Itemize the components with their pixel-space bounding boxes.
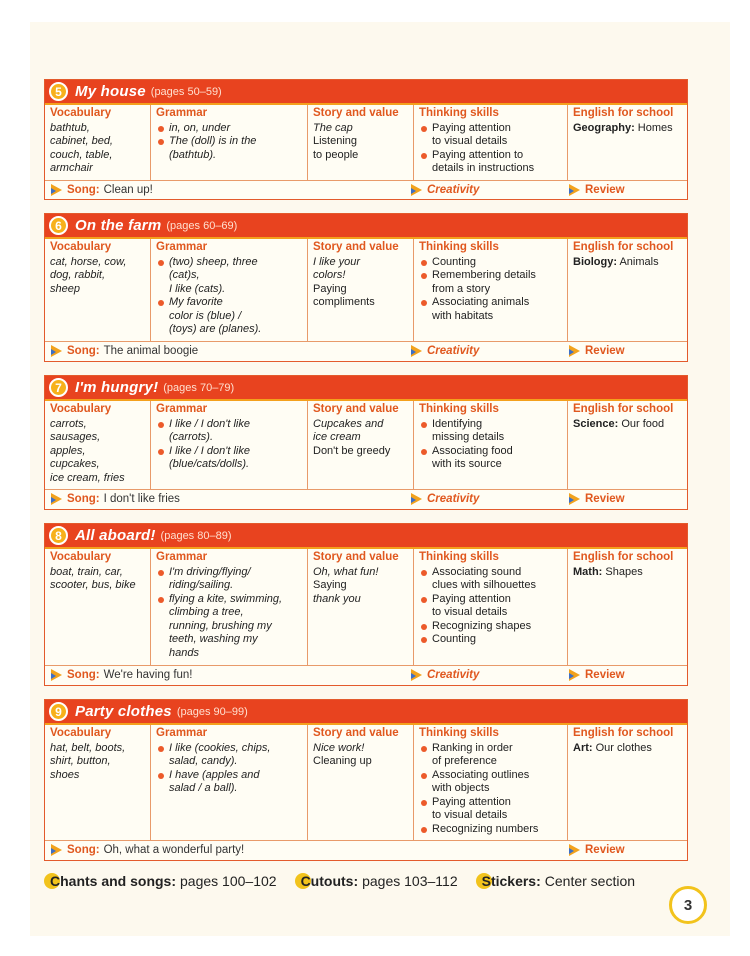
song-arrow-icon [51, 345, 62, 357]
unit-columns [45, 103, 687, 180]
story-column [308, 237, 414, 341]
review-arrow-icon [569, 493, 580, 505]
thinking-heading: Thinking skills [419, 241, 499, 253]
review-arrow-icon [569, 184, 580, 196]
unit-pages: (pages 60–69) [166, 219, 238, 232]
thinking-line: Associating sound [432, 565, 522, 578]
cutouts [295, 873, 458, 889]
vocabulary-line: boat, train, car, [50, 565, 123, 578]
story-title-line: Oh, what fun! [313, 565, 379, 578]
thinking-line: Remembering details [432, 269, 536, 281]
unit-footer [45, 341, 687, 362]
school-column [568, 547, 686, 665]
vocabulary-line: apples, [50, 444, 86, 457]
grammar-line: (cat)s, [169, 269, 200, 281]
song-arrow-icon [51, 493, 62, 505]
grammar-line: (bathtub). [169, 148, 217, 161]
grammar-line: The (doll) is in the [169, 135, 257, 147]
grammar-line: I have (apples and [169, 768, 260, 781]
thinking-item [419, 149, 562, 176]
school-topic-text: Shapes [605, 565, 643, 578]
story-column [308, 103, 414, 180]
thinking-item [419, 823, 562, 837]
unit-pages: (pages 90–99) [176, 705, 248, 718]
creativity [411, 184, 479, 196]
school-topic-text: Our clothes [595, 741, 652, 754]
thinking-heading: Thinking skills [419, 107, 499, 119]
school-column [568, 103, 686, 180]
unit-pages: (pages 70–79) [163, 381, 235, 394]
creativity-arrow-icon [411, 493, 422, 505]
grammar-column [151, 103, 308, 180]
thinking-line: details in instructions [432, 162, 535, 174]
thinking-column [414, 723, 568, 840]
cutouts-value: pages 103–112 [362, 873, 458, 889]
story-value-line: thank you [313, 592, 361, 605]
grammar-line: flying a kite, swimming, [169, 592, 283, 605]
creativity-label: Creativity [427, 345, 480, 357]
story-value-line: Cleaning up [313, 755, 372, 767]
song [51, 345, 198, 357]
vocabulary-line: cat, horse, cow, [50, 255, 127, 268]
vocabulary-heading: Vocabulary [50, 107, 112, 119]
thinking-heading: Thinking skills [419, 551, 499, 563]
story-heading: Story and value [313, 727, 399, 739]
thinking-line: Counting [432, 255, 477, 268]
grammar-column [151, 399, 308, 489]
thinking-line: with habitats [432, 309, 494, 322]
thinking-item [419, 742, 562, 769]
vocabulary-line: couch, table, [50, 148, 113, 161]
unit-footer [45, 665, 687, 686]
unit-5 [44, 79, 688, 200]
story-title-line: I like your [313, 255, 361, 268]
song-label: Song: [67, 669, 100, 681]
grammar-item [156, 418, 302, 445]
grammar-item [156, 296, 302, 337]
thinking-heading: Thinking skills [419, 403, 499, 415]
school-topic-text: Our food [621, 417, 665, 430]
unit-footer [45, 180, 687, 201]
grammar-item [156, 122, 302, 136]
unit-6 [44, 213, 688, 362]
school-column [568, 399, 686, 489]
story-value-line: Don't be greedy [313, 444, 391, 457]
grammar-line: (carrots). [169, 431, 213, 443]
vocabulary-line: bathtub, [50, 121, 90, 134]
vocabulary-line: hat, belt, boots, [50, 741, 126, 754]
school-subject: Math: [573, 565, 603, 578]
stickers-value: Center section [544, 873, 636, 889]
creativity-arrow-icon [411, 184, 422, 196]
thinking-item [419, 796, 562, 823]
grammar-column [151, 237, 308, 341]
school-heading: English for school [573, 241, 674, 253]
story-value-line: to people [313, 148, 359, 161]
grammar-line: (blue/cats/dolls). [169, 458, 250, 470]
review [569, 184, 625, 196]
thinking-line: with objects [432, 782, 490, 794]
thinking-item [419, 566, 562, 593]
vocabulary-line: shoes [50, 768, 80, 781]
song [51, 493, 180, 505]
review-label: Review [585, 184, 625, 196]
review-label: Review [585, 493, 625, 505]
story-heading: Story and value [313, 107, 399, 119]
vocabulary-column [45, 103, 151, 180]
unit-columns [45, 723, 687, 840]
school-subject: Biology: [573, 255, 617, 268]
unit-number-badge: 9 [49, 702, 68, 721]
review [569, 345, 625, 357]
unit-title: All aboard! [75, 527, 156, 544]
creativity-label: Creativity [427, 493, 480, 505]
thinking-line: Paying attention [432, 592, 511, 605]
vocabulary-line: sausages, [50, 431, 101, 443]
school-topic [573, 742, 681, 756]
song-label: Song: [67, 345, 100, 357]
grammar-line: color is (blue) / [169, 309, 242, 322]
thinking-line: Paying attention to [432, 148, 524, 161]
school-subject: Art: [573, 741, 593, 754]
unit-header [45, 214, 687, 237]
page-number: 3 [669, 886, 707, 924]
thinking-item [419, 620, 562, 634]
school-heading: English for school [573, 727, 674, 739]
thinking-line: of preference [432, 755, 497, 767]
grammar-line: teeth, washing my [169, 633, 258, 645]
unit-header [45, 700, 687, 723]
unit-footer [45, 840, 687, 861]
unit-7 [44, 375, 688, 510]
story-title: The cap [313, 121, 353, 134]
chants-value: pages 100–102 [180, 873, 277, 889]
creativity-arrow-icon [411, 669, 422, 681]
song-title: Clean up! [103, 184, 153, 196]
unit-number-badge: 5 [49, 82, 68, 101]
vocabulary-heading: Vocabulary [50, 403, 112, 415]
thinking-column [414, 547, 568, 665]
story-column [308, 547, 414, 665]
unit-pages: (pages 80–89) [160, 529, 232, 542]
grammar-line: salad, candy). [169, 755, 238, 767]
school-column [568, 723, 686, 840]
creativity [411, 669, 479, 681]
cutouts-label: Cutouts: [300, 873, 359, 889]
thinking-heading: Thinking skills [419, 727, 499, 739]
review [569, 493, 625, 505]
unit-columns [45, 237, 687, 341]
vocabulary-line: carrots, [50, 417, 87, 430]
unit-header [45, 376, 687, 399]
unit-8 [44, 523, 688, 686]
review [569, 669, 625, 681]
grammar-line: hands [169, 646, 199, 659]
grammar-item [156, 256, 302, 297]
grammar-line: I like / I don't like [169, 417, 250, 430]
creativity [411, 345, 479, 357]
thinking-line: Ranking in order [432, 741, 513, 754]
unit-footer [45, 489, 687, 510]
thinking-item [419, 418, 562, 445]
story-column [308, 399, 414, 489]
thinking-item [419, 256, 562, 270]
school-topic [573, 256, 681, 270]
review-label: Review [585, 844, 625, 856]
grammar-line: My favorite [169, 296, 223, 308]
school-column [568, 237, 686, 341]
thinking-item [419, 593, 562, 620]
vocabulary-line: sheep [50, 282, 80, 295]
vocabulary-line: dog, rabbit, [50, 269, 106, 281]
grammar-heading: Grammar [156, 403, 208, 415]
thinking-line: Identifying [432, 417, 483, 430]
chants-and-songs [44, 873, 277, 889]
thinking-item [419, 122, 562, 149]
song-arrow-icon [51, 184, 62, 196]
vocabulary-column [45, 723, 151, 840]
song [51, 844, 244, 856]
song-title: Oh, what a wonderful party! [103, 844, 245, 856]
grammar-line: riding/sailing. [169, 579, 234, 591]
story-column [308, 723, 414, 840]
review-arrow-icon [569, 844, 580, 856]
vocabulary-column [45, 237, 151, 341]
unit-columns [45, 399, 687, 489]
creativity-label: Creativity [427, 184, 480, 196]
unit-columns [45, 547, 687, 665]
thinking-column [414, 399, 568, 489]
thinking-line: from a story [432, 282, 491, 295]
vocabulary-heading: Vocabulary [50, 551, 112, 563]
song-arrow-icon [51, 844, 62, 856]
thinking-line: with its source [432, 458, 502, 470]
story-heading: Story and value [313, 551, 399, 563]
song-label: Song: [67, 493, 100, 505]
grammar-item [156, 593, 302, 661]
grammar-line: running, brushing my [169, 619, 272, 632]
grammar-heading: Grammar [156, 241, 208, 253]
thinking-line: Associating animals [432, 296, 530, 308]
song-label: Song: [67, 184, 100, 196]
unit-title: My house [75, 83, 146, 100]
school-subject: Science: [573, 417, 619, 430]
vocabulary-heading: Vocabulary [50, 727, 112, 739]
school-topic-text: Homes [637, 121, 673, 134]
song [51, 669, 193, 681]
grammar-line: salad / a ball). [169, 782, 238, 794]
grammar-item [156, 566, 302, 593]
school-heading: English for school [573, 107, 674, 119]
story-value-line: Saying [313, 579, 347, 591]
stickers [476, 873, 635, 889]
thinking-line: Recognizing shapes [432, 619, 532, 632]
unit-number-badge: 8 [49, 526, 68, 545]
thinking-item [419, 296, 562, 323]
story-title-line: Cupcakes and [313, 417, 384, 430]
vocabulary-line: armchair [50, 162, 93, 174]
vocabulary-heading: Vocabulary [50, 241, 112, 253]
unit-title: I'm hungry! [75, 379, 159, 396]
review-label: Review [585, 345, 625, 357]
grammar-line: I like (cookies, chips, [169, 741, 271, 754]
school-topic [573, 418, 681, 432]
unit-pages: (pages 50–59) [150, 85, 222, 98]
thinking-line: to visual details [432, 135, 508, 147]
grammar-heading: Grammar [156, 727, 208, 739]
grammar-heading: Grammar [156, 107, 208, 119]
story-value-line: Listening [313, 135, 358, 147]
unit-title: On the farm [75, 217, 162, 234]
thinking-line: Associating outlines [432, 768, 530, 781]
thinking-line: missing details [432, 431, 505, 443]
unit-header [45, 80, 687, 103]
unit-number-badge: 6 [49, 216, 68, 235]
vocabulary-line: ice cream, fries [50, 471, 125, 484]
thinking-item [419, 445, 562, 472]
vocabulary-line: cupcakes, [50, 458, 100, 470]
grammar-column [151, 723, 308, 840]
school-topic-text: Animals [619, 255, 659, 268]
school-subject: Geography: [573, 121, 635, 134]
thinking-item [419, 269, 562, 296]
vocabulary-column [45, 399, 151, 489]
school-topic [573, 122, 681, 136]
thinking-line: Paying attention [432, 121, 511, 134]
grammar-line: (two) sheep, three [169, 255, 258, 268]
thinking-column [414, 237, 568, 341]
creativity-label: Creativity [427, 669, 480, 681]
thinking-line: clues with silhouettes [432, 579, 536, 591]
grammar-column [151, 547, 308, 665]
vocabulary-line: cabinet, bed, [50, 135, 113, 147]
thinking-line: Counting [432, 633, 477, 645]
review-arrow-icon [569, 345, 580, 357]
creativity [411, 493, 479, 505]
grammar-line: I like (cats). [169, 282, 226, 295]
story-heading: Story and value [313, 241, 399, 253]
song-title: I don't like fries [103, 493, 180, 505]
grammar-item [156, 769, 302, 796]
grammar-heading: Grammar [156, 551, 208, 563]
thinking-line: Recognizing numbers [432, 822, 539, 835]
story-value-line: Paying [313, 282, 347, 295]
thinking-line: Associating food [432, 444, 513, 457]
review [569, 844, 625, 856]
unit-title: Party clothes [75, 703, 172, 720]
creativity-arrow-icon [411, 345, 422, 357]
song [51, 184, 153, 196]
vocabulary-line: shirt, button, [50, 755, 111, 767]
thinking-item [419, 633, 562, 647]
grammar-line: I'm driving/flying/ [169, 565, 251, 578]
grammar-item [156, 742, 302, 769]
thinking-line: to visual details [432, 606, 508, 618]
thinking-line: to visual details [432, 809, 508, 821]
story-title-line: ice cream [313, 431, 361, 443]
story-heading: Story and value [313, 403, 399, 415]
song-arrow-icon [51, 669, 62, 681]
unit-9 [44, 699, 688, 861]
grammar-line: I like / I don't like [169, 444, 250, 457]
school-heading: English for school [573, 403, 674, 415]
vocabulary-column [45, 547, 151, 665]
story-title-line: Nice work! [313, 741, 365, 754]
grammar-item [156, 445, 302, 472]
song-title: We're having fun! [103, 669, 193, 681]
grammar-line: in, on, under [169, 121, 231, 134]
unit-header [45, 524, 687, 547]
grammar-item [156, 135, 302, 162]
stickers-label: Stickers: [481, 873, 541, 889]
resources-line [44, 873, 653, 889]
chants-label: Chants and songs: [50, 873, 177, 889]
thinking-item [419, 769, 562, 796]
thinking-column [414, 103, 568, 180]
school-topic [573, 566, 681, 580]
story-title-line: colors! [313, 269, 346, 281]
review-arrow-icon [569, 669, 580, 681]
thinking-line: Paying attention [432, 795, 511, 808]
grammar-line: (toys) are (planes). [169, 323, 262, 335]
song-title: The animal boogie [103, 345, 199, 357]
song-label: Song: [67, 844, 100, 856]
story-value-line: compliments [313, 296, 375, 308]
school-heading: English for school [573, 551, 674, 563]
review-label: Review [585, 669, 625, 681]
grammar-line: climbing a tree, [169, 606, 244, 618]
unit-number-badge: 7 [49, 378, 68, 397]
vocabulary-line: scooter, bus, bike [50, 579, 136, 591]
